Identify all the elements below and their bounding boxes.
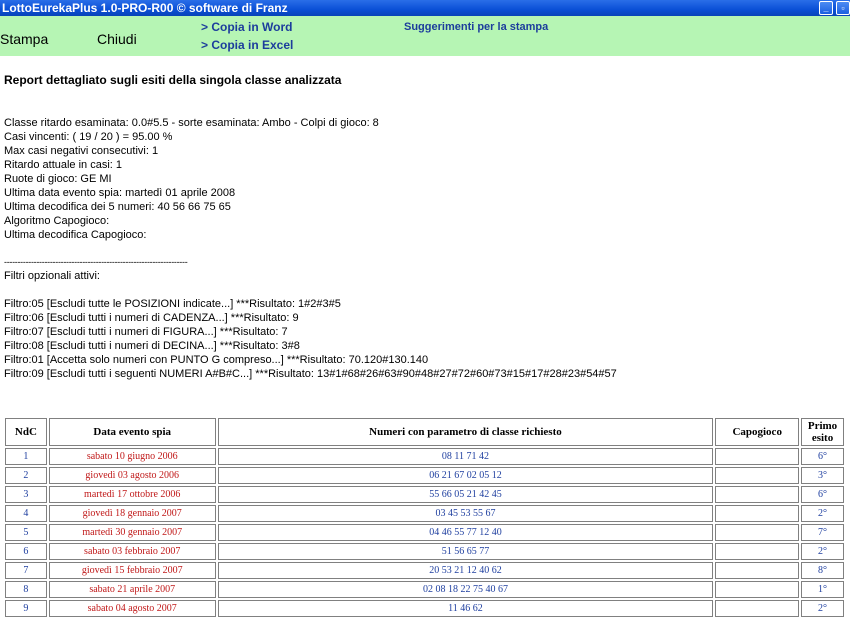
cell-ndc: 5: [5, 524, 47, 541]
cell-data: sabato 04 agosto 2007: [49, 600, 216, 617]
filter-line: Filtro:06 [Escludi tutti i numeri di CADENZA...] ***Risultato: 9: [4, 312, 299, 324]
table-row: [5, 581, 844, 598]
menu-bar: [0, 16, 850, 56]
report-line-ruote: Ruote di gioco: GE MI: [4, 173, 112, 185]
table-row: [5, 448, 844, 465]
cell-capogioco: [715, 581, 799, 598]
cell-esito: 1°: [801, 581, 844, 598]
suggerimenti-link[interactable]: Suggerimenti per la stampa: [404, 21, 549, 33]
cell-esito: 2°: [801, 600, 844, 617]
report-line-decodifica-capogioco: Ultima decodifica Capogioco:: [4, 229, 147, 241]
separator-line: --------------------------------------------------------------------: [4, 257, 188, 267]
table-row: [5, 467, 844, 484]
report-line-classe: Classe ritardo esaminata: 0.0#5.5 - sorte esaminata: Ambo - Colpi di gioco: 8: [4, 117, 379, 129]
table-row: [5, 524, 844, 541]
header-primo: Primo: [807, 420, 838, 432]
filter-line: Filtro:08 [Escludi tutti i numeri di DECINA...] ***Risultato: 3#8: [4, 340, 300, 352]
cell-numeri: 20 53 21 12 40 62: [218, 562, 714, 579]
cell-esito: 2°: [801, 505, 844, 522]
stampa-button[interactable]: Stampa: [0, 31, 49, 47]
report-title: Report dettagliato sugli esiti della singola classe analizzata: [4, 73, 342, 87]
cell-ndc: 7: [5, 562, 47, 579]
cell-capogioco: [715, 543, 799, 560]
filter-line: Filtro:01 [Accetta solo numeri con PUNTO G compreso...] ***Risultato: 70.120#130.140: [4, 354, 429, 366]
chiudi-button[interactable]: Chiudi: [97, 31, 137, 47]
minimize-icon[interactable]: _: [819, 1, 833, 15]
filter-line: Filtro:07 [Escludi tutti i numeri di FIGURA...] ***Risultato: 7: [4, 326, 288, 338]
header-capogioco: Capogioco: [715, 418, 799, 446]
header-numeri: Numeri con parametro di classe richiesto: [218, 418, 714, 446]
header-ndc: NdC: [5, 418, 47, 446]
copia-word-link[interactable]: > Copia in Word: [201, 20, 293, 34]
cell-numeri: 03 45 53 55 67: [218, 505, 714, 522]
cell-ndc: 8: [5, 581, 47, 598]
cell-numeri: 11 46 62: [218, 600, 714, 617]
cell-data: sabato 21 aprile 2007: [49, 581, 216, 598]
cell-numeri: 55 66 05 21 42 45: [218, 486, 714, 503]
table-row: [5, 505, 844, 522]
table-row: [5, 562, 844, 579]
cell-capogioco: [715, 448, 799, 465]
cell-ndc: 4: [5, 505, 47, 522]
cell-data: sabato 03 febbraio 2007: [49, 543, 216, 560]
cell-capogioco: [715, 486, 799, 503]
cell-capogioco: [715, 467, 799, 484]
report-line-max-negativi: Max casi negativi consecutivi: 1: [4, 145, 159, 157]
window-title-bar: [0, 0, 850, 16]
filter-line: Filtro:09 [Escludi tutti i seguenti NUMERI A#B#C...] ***Risultato: 13#1#68#26#63#90#48#27#72#60#73#15#17#28#23#54#57: [4, 368, 617, 380]
report-line-ultima-decodifica: Ultima decodifica dei 5 numeri: 40 56 66 75 65: [4, 201, 231, 213]
cell-ndc: 9: [5, 600, 47, 617]
window-title: LottoEurekaPlus 1.0-PRO-R00 © software di Franz: [2, 1, 288, 15]
cell-esito: 6°: [801, 486, 844, 503]
report-line-ritardo: Ritardo attuale in casi: 1: [4, 159, 123, 171]
filter-line: Filtro:05 [Escludi tutte le POSIZIONI indicate...] ***Risultato: 1#2#3#5: [4, 298, 341, 310]
report-line-ultima-data: Ultima data evento spia: martedì 01 aprile 2008: [4, 187, 236, 199]
cell-ndc: 3: [5, 486, 47, 503]
cell-esito: 8°: [801, 562, 844, 579]
close-icon[interactable]: ▫: [836, 1, 850, 15]
cell-ndc: 1: [5, 448, 47, 465]
cell-data: martedì 30 gennaio 2007: [49, 524, 216, 541]
cell-data: giovedì 03 agosto 2006: [49, 467, 216, 484]
cell-capogioco: [715, 505, 799, 522]
cell-numeri: 04 46 55 77 12 40: [218, 524, 714, 541]
header-esito: esito: [811, 432, 834, 444]
cell-numeri: 06 21 67 02 05 12: [218, 467, 714, 484]
report-line-algoritmo: Algoritmo Capogioco:: [4, 215, 110, 227]
cell-ndc: 6: [5, 543, 47, 560]
cell-capogioco: [715, 562, 799, 579]
copia-excel-link[interactable]: > Copia in Excel: [201, 38, 294, 52]
cell-numeri: 51 56 65 77: [218, 543, 714, 560]
cell-data: giovedì 18 gennaio 2007: [49, 505, 216, 522]
cell-data: sabato 10 giugno 2006: [49, 448, 216, 465]
cell-data: martedì 17 ottobre 2006: [49, 486, 216, 503]
cell-esito: 7°: [801, 524, 844, 541]
table-header-row: [5, 418, 844, 446]
cell-esito: 6°: [801, 448, 844, 465]
report-line-casi-vincenti: Casi vincenti: ( 19 / 20 ) = 95.00 %: [4, 131, 173, 143]
cell-capogioco: [715, 600, 799, 617]
cell-esito: 2°: [801, 543, 844, 560]
header-primo-esito: [801, 418, 844, 446]
cell-numeri: 02 08 18 22 75 40 67: [218, 581, 714, 598]
header-data-evento: Data evento spia: [49, 418, 216, 446]
table-row: [5, 543, 844, 560]
table-row: [5, 600, 844, 617]
filters-heading: Filtri opzionali attivi:: [4, 270, 100, 282]
table-row: [5, 486, 844, 503]
results-table: [3, 416, 846, 619]
cell-data: giovedì 15 febbraio 2007: [49, 562, 216, 579]
cell-capogioco: [715, 524, 799, 541]
cell-esito: 3°: [801, 467, 844, 484]
cell-numeri: 08 11 71 42: [218, 448, 714, 465]
cell-ndc: 2: [5, 467, 47, 484]
